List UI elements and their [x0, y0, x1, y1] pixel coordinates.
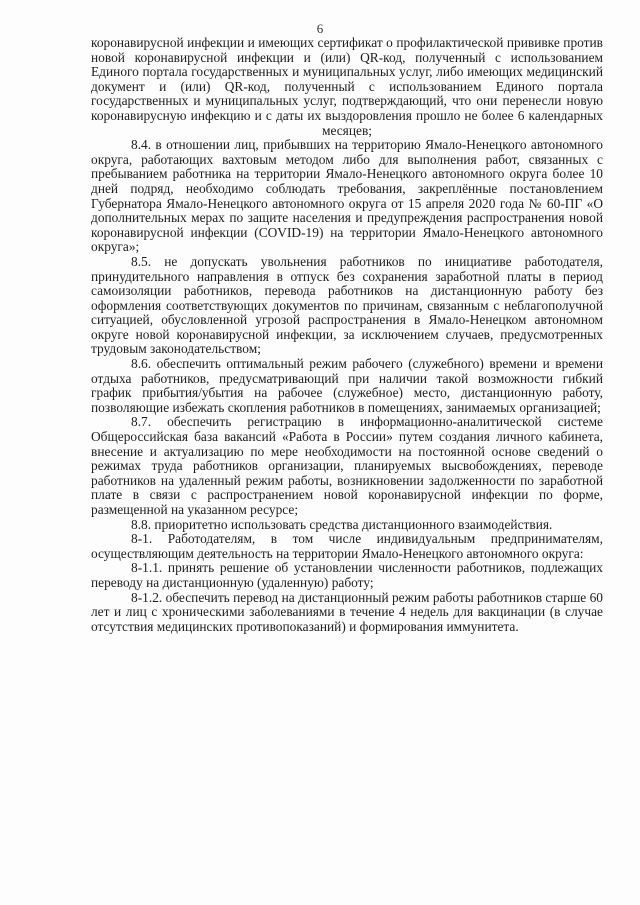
- paragraph-8-1-2: 8-1.2. обеспечить перевод на дистанционный режим работы работников старше 60 лет и лиц с хроническими заболеваниями в течение 4 недель для вакцинации (в случае отсутствия медицинских противопоказаний) и формирования иммунитета.: [91, 589, 603, 634]
- paragraph-8-1: 8-1. Работодателям, в том числе индивидуальным предпринимателям, осуществляющим деятельность на территории Ямало-Ненецкого автономного округа:: [91, 531, 603, 561]
- paragraph-8-8: 8.8. приоритетно использовать средства дистанционного взаимодействия.: [131, 516, 553, 532]
- paragraph-8-4: 8.4. в отношении лиц, прибывших на территорию Ямало-Ненецкого автономного округа, работающих вахтовым методом либо для выполнения работ, связанных с пребыванием работника на территории Ямало-Ненецкого автономного округа более 10 дней подряд, необходимо соблюдать требования, закреплённые постановлением Губернатора Ямало-Ненецкого автономного округа от 15 апреля 2020 года № 60-ПГ «О дополнительных мерах по защите населения и предупреждения распространения новой коронавирусной инфекции (COVID-19) на территории Ямало-Ненецкого автономного округа»;: [91, 137, 603, 255]
- paragraph-continuation: коронавирусной инфекции и имеющих сертификат о профилактической прививке против новой коронавирусной инфекции и (или) QR-код, полученный с использованием Единого портала государственных и муниципальных услуг, либо имеющих медицинский документ и (или) QR-код, полученный с использованием Единого портала государственных и муниципальных услуг, подтверждающий, что они перенесли новую коронавирусную инфекцию и с даты их выздоровления прошло не более 6 календарных месяцев;: [91, 35, 603, 138]
- paragraph-8-5: 8.5. не допускать увольнения работников по инициативе работодателя, принудительного направления в отпуск без сохранения заработной платы в период самоизоляции работников, перевода работников на дистанционную работу без оформления соответствующих документов по причинам, связанным с неблагополучной ситуацией, обусловленной угрозой распространения в Ямало-Ненецком автономном округе новой коронавирусной инфекции, за исключением случаев, предусмотренных трудовым законодательством;: [91, 253, 603, 357]
- document-body: [91, 36, 603, 634]
- paragraph-8-7: 8.7. обеспечить регистрацию в информационно-аналитической системе Общероссийская база вакансий «Работа в России» путем создания личного кабинета, внесение и актуализацию по мере необходимости на постоянной основе сведений о режимах труда работников организации, планируемых высвобождениях, переводе работников на удаленный режим работы, возникновении задолженности по заработной плате в связи с распространением новой коронавирусной инфекции по форме, размещенной на указанном ресурсе;: [91, 414, 603, 517]
- page-number: 6: [316, 21, 324, 36]
- paragraph-8-1-1: 8-1.1. принять решение об установлении численности работников, подлежащих переводу на дистанционную (удаленную) работу;: [91, 560, 603, 590]
- paragraph-8-6: 8.6. обеспечить оптимальный режим рабочего (служебного) времени и времени отдыха работников, предусматривающий при наличии такой возможности гибкий график прибытия/убытия на рабочее (служебное) место, дистанционную работу, позволяющие избежать скопления работников в помещениях, занимаемых организацией;: [91, 356, 603, 415]
